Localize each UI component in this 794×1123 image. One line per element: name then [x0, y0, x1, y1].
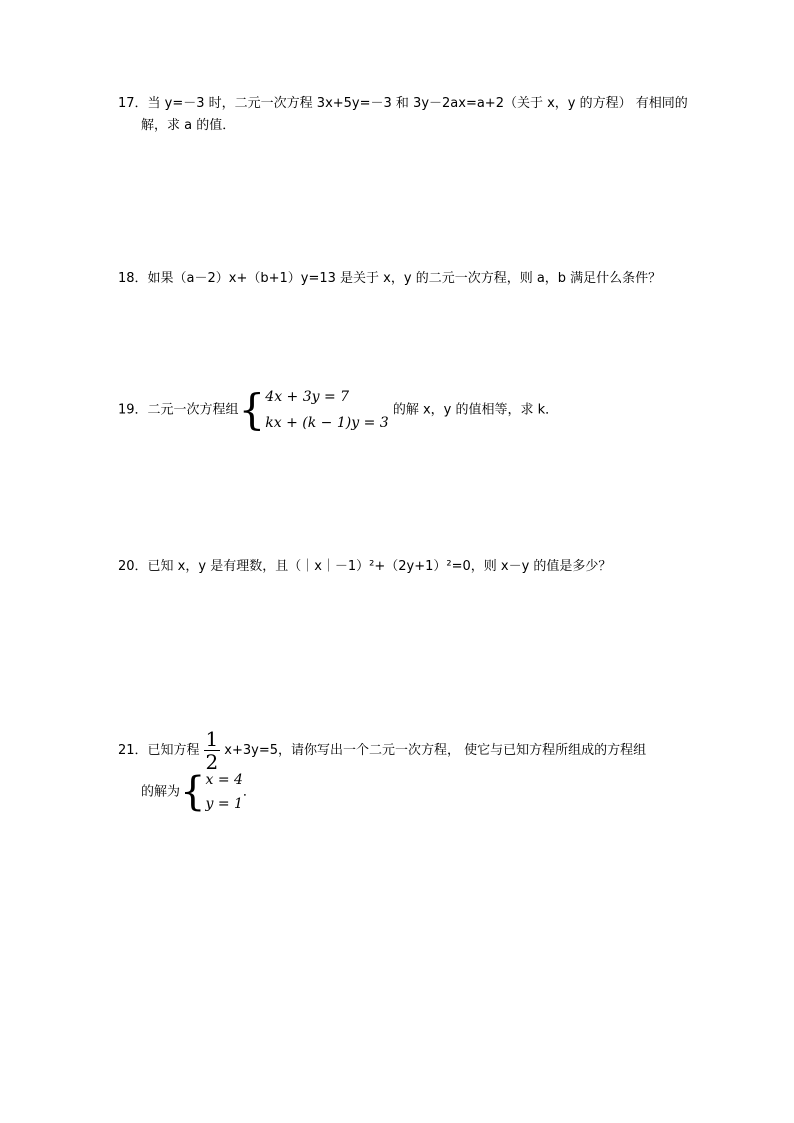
- solution-system: [180, 769, 243, 815]
- equation-2: kx + (k − 1)y = 3: [265, 415, 389, 431]
- question-17-line2: 解，求 a 的值．: [141, 118, 236, 133]
- question-19-prefix: 19．二元一次方程组: [118, 402, 239, 418]
- equation-1: 4x + 3y = 7: [265, 389, 350, 405]
- question-21-mid: x+3y=5，请你写出一个二元一次方程， 使它与已知方程所组成的方程组: [224, 743, 647, 758]
- fraction-one-half: [204, 728, 221, 773]
- fraction-denominator: 2: [205, 750, 219, 774]
- left-brace: {: [180, 769, 206, 815]
- question-20: 20．已知 x，y 是有理数，且（｜x｜－1）²+（2y+1）²=0，则 x－y 的值是多少？: [118, 559, 612, 574]
- equation-system: [238, 385, 389, 434]
- left-brace: {: [238, 385, 266, 434]
- solution-y: y = 1: [205, 796, 243, 812]
- solution-x: x = 4: [205, 772, 243, 788]
- question-18: 18．如果（a－2）x+（b+1）y=13 是关于 x，y 的二元一次方程，则 a，b 满足什么条件？: [118, 271, 662, 286]
- question-21-line2-prefix: 的解为: [141, 784, 181, 800]
- question-21-line2-suffix: ．: [242, 784, 256, 800]
- question-21-prefix: 21．已知方程: [118, 743, 200, 758]
- question-19: [118, 385, 559, 434]
- fraction-numerator: 1: [205, 727, 219, 751]
- solution-system-lines: [205, 772, 242, 812]
- question-19-suffix: 的解 x，y 的值相等，求 k．: [388, 402, 559, 418]
- question-17-line1: 17．当 y=－3 时，二元一次方程 3x+5y=－3 和 3y－2ax=a+2（关于 x，y 的方程） 有相同的: [118, 96, 688, 111]
- equation-system-lines: [265, 389, 388, 431]
- question-21-line2: [141, 769, 256, 815]
- question-21-line1: [118, 728, 646, 773]
